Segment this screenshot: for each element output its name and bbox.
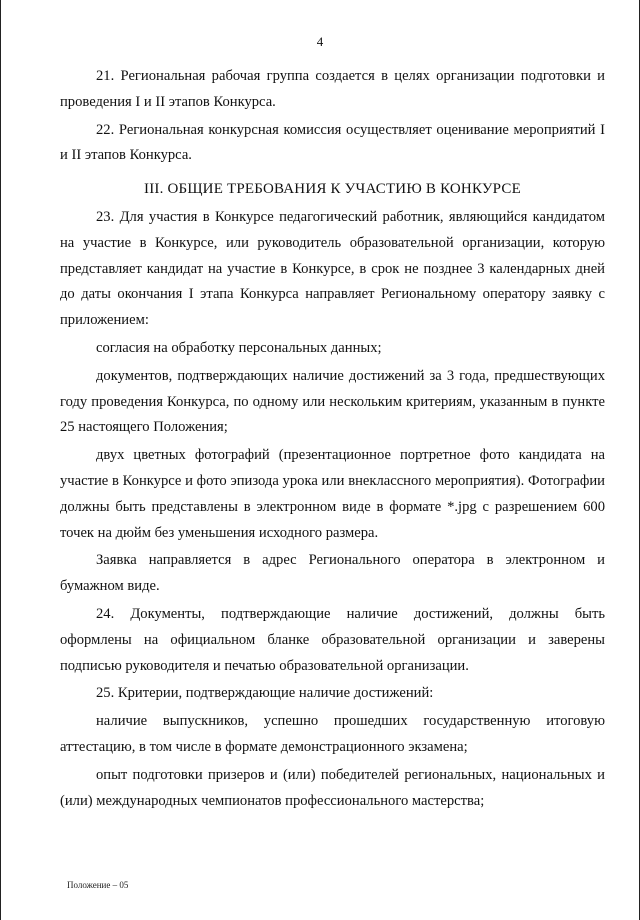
paragraph-21: 21. Региональная рабочая группа создается в целях организации подготовки и проведения I и II этапов Конкурса.	[60, 68, 605, 110]
page-number: 4	[316, 34, 324, 49]
footer-label: Положение – 05	[67, 880, 129, 890]
list-item-photos: двух цветных фотографий (презентационное портретное фото кандидата на участие в Конкурсе и фото эпизода урока или внеклассного мероприятия). Фотографии должны быть представлены в электронном виде в формате *.jpg с разрешением 600 точек на дюйм без уменьшения исходного размера.	[60, 447, 605, 541]
paragraph-22: 22. Региональная конкурсная комиссия осуществляет оценивание мероприятий I и II этапов Конкурса.	[60, 121, 605, 164]
paragraph-25: 25. Критерии, подтверждающие наличие достижений:	[96, 685, 434, 702]
criterion-championships: опыт подготовки призеров и (или) победителей региональных, национальных и (или) международных чемпионатов профессионального мастерства;	[60, 766, 605, 809]
criterion-graduates: наличие выпускников, успешно прошедших государственную итоговую аттестацию, в том числе в формате демонстрационного экзамена;	[60, 713, 605, 755]
section-heading: III. ОБЩИЕ ТРЕБОВАНИЯ К УЧАСТИЮ В КОНКУРСЕ	[144, 181, 521, 198]
paragraph-application: Заявка направляется в адрес Регионального оператора в электронном и бумажном виде.	[60, 552, 605, 595]
list-item-consent: согласия на обработку персональных данных;	[96, 339, 382, 356]
list-item-documents: документов, подтверждающих наличие достижений за 3 года, предшествующих году проведения Конкурса, по одному или нескольким критериям, указанным в пункте 25 настоящего Положения;	[60, 367, 605, 436]
paragraph-23: 23. Для участия в Конкурсе педагогический работник, являющийся кандидатом на участие в Конкурсе, или руководитель образовательной организации, которую представляет кандидат на участие в Конкурсе, в срок не позднее 3 календарных дней до даты окончания I этапа Конкурса направляет Региональному оператору заявку с приложением:	[60, 208, 605, 329]
paragraph-24: 24. Документы, подтверждающие наличие достижений, должны быть оформлены на официальном бланке образовательной организации и заверены подписью руководителя и печатью образовательной организации.	[60, 605, 605, 674]
document-body	[60, 64, 605, 816]
